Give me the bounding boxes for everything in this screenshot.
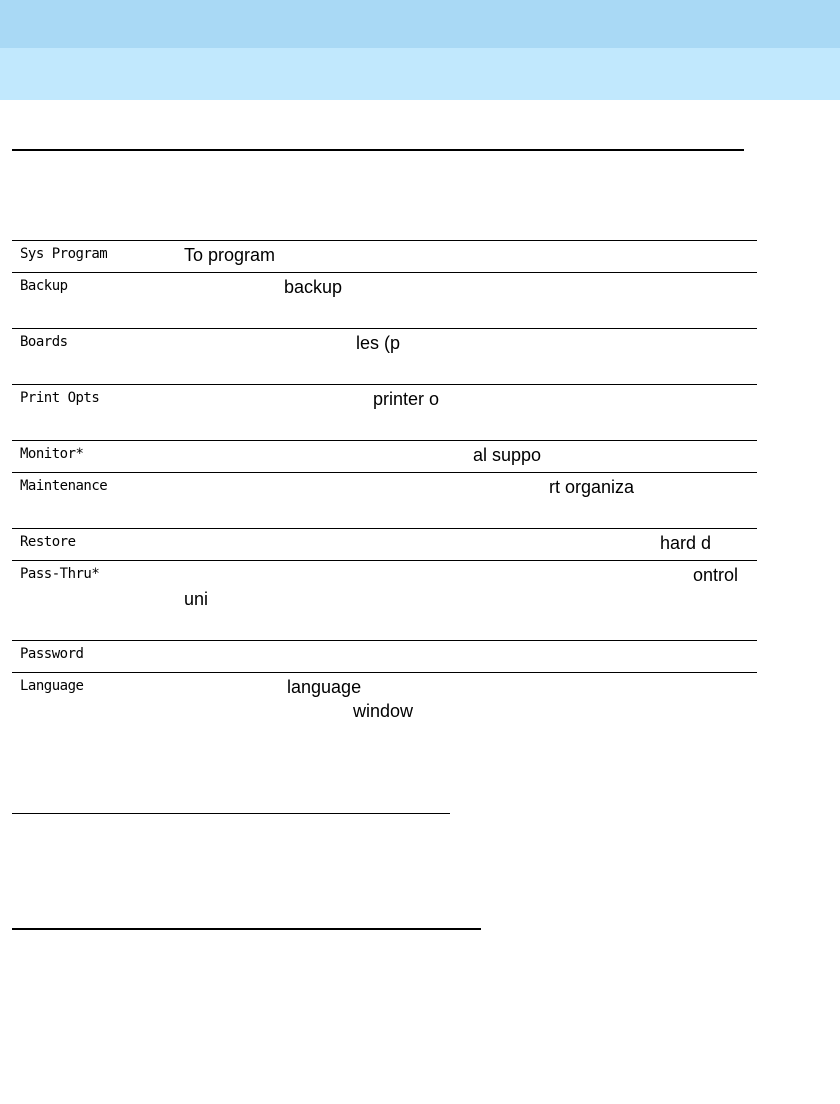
description-fragment: les (p bbox=[356, 333, 401, 353]
description-fragment: hard d bbox=[660, 533, 712, 553]
table-row bbox=[12, 672, 757, 733]
menu-option-boards: Boards bbox=[20, 334, 68, 350]
table-row bbox=[12, 440, 757, 472]
table-row bbox=[12, 328, 757, 384]
header-band-top bbox=[0, 0, 840, 48]
table-row bbox=[12, 272, 757, 328]
header-band-bottom bbox=[0, 48, 840, 100]
menu-option-maintenance: Maintenance bbox=[20, 478, 108, 494]
menu-option-language: Language bbox=[20, 678, 84, 694]
menu-option-pass-thru: Pass-Thru* bbox=[20, 566, 100, 582]
menu-option-print-opts: Print Opts bbox=[20, 390, 100, 406]
description-fragment: language bbox=[287, 677, 362, 697]
section-rule bbox=[12, 813, 450, 814]
menu-options-table bbox=[12, 240, 757, 733]
table-row bbox=[12, 560, 757, 640]
description-fragment: backup bbox=[284, 277, 343, 297]
table-row bbox=[12, 240, 757, 272]
table-row bbox=[12, 640, 757, 672]
description-fragment: rt organiza bbox=[549, 477, 635, 497]
menu-option-backup: Backup bbox=[20, 278, 68, 294]
menu-option-monitor: Monitor* bbox=[20, 446, 84, 462]
section-rule bbox=[12, 149, 744, 151]
description-fragment: To program bbox=[184, 245, 276, 265]
menu-option-password: Password bbox=[20, 646, 84, 662]
menu-option-restore: Restore bbox=[20, 534, 76, 550]
description-fragment: al suppo bbox=[473, 445, 542, 465]
description-fragment: window bbox=[353, 701, 414, 721]
table-row bbox=[12, 384, 757, 440]
section-rule bbox=[12, 928, 481, 930]
description-fragment: ontrol bbox=[693, 565, 739, 585]
description-fragment: uni bbox=[184, 589, 209, 609]
menu-option-sys-program: Sys Program bbox=[20, 246, 108, 262]
table-row bbox=[12, 528, 757, 560]
table-row bbox=[12, 472, 757, 528]
description-fragment: printer o bbox=[373, 389, 440, 409]
